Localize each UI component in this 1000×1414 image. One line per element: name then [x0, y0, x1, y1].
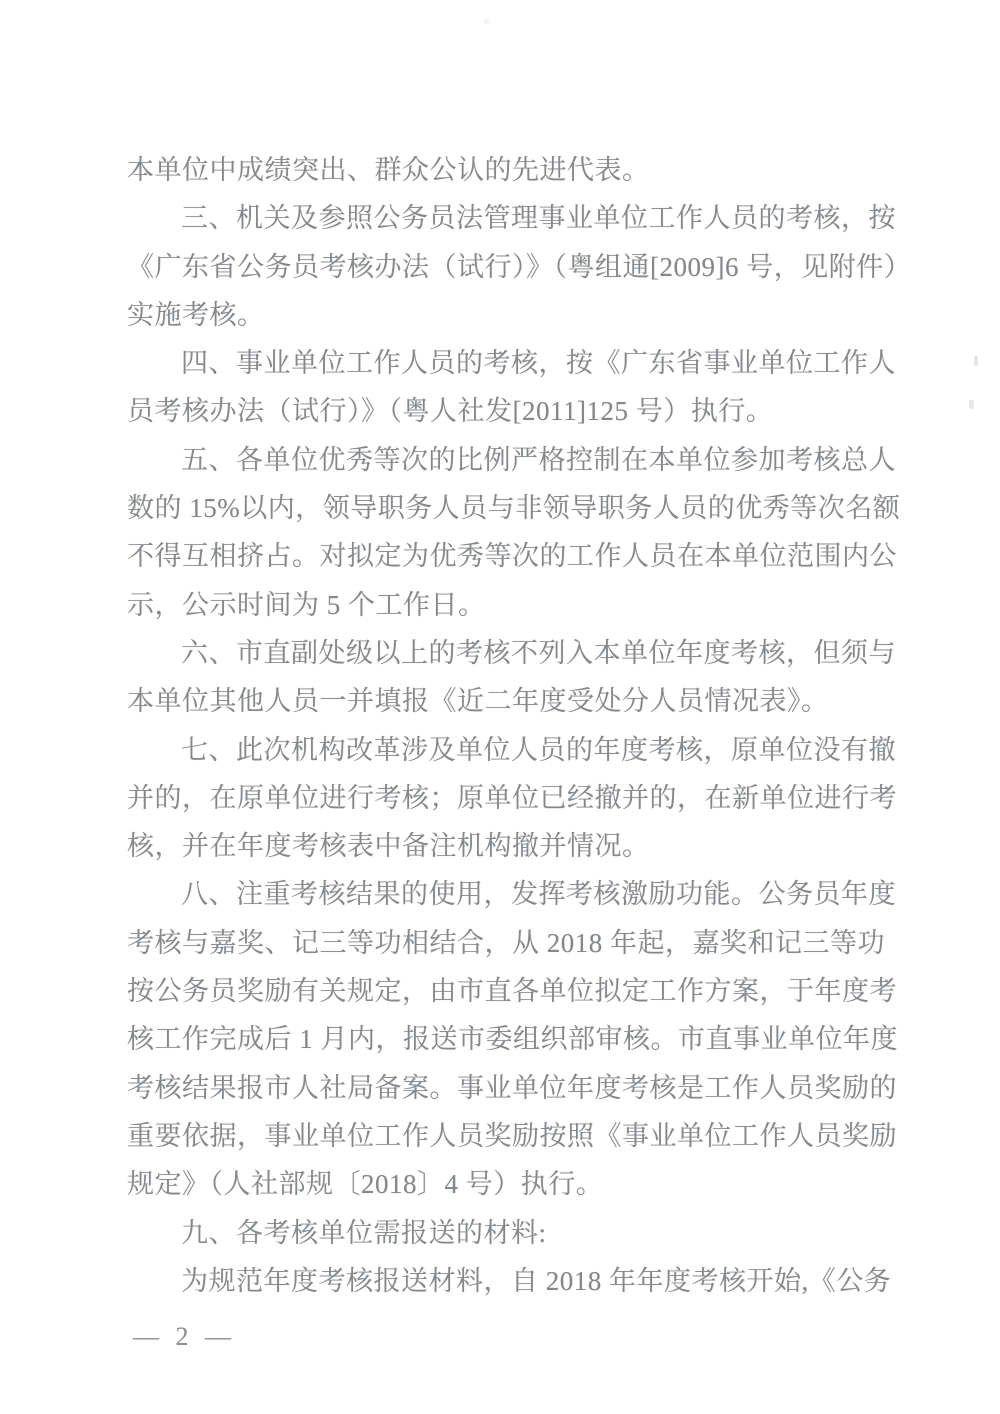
text-line: 六、市直副处级以上的考核不列入本单位年度考核，但须与	[181, 637, 896, 668]
text-line: 本单位中成绩突出、群众公认的先进代表。	[127, 155, 650, 185]
text-line: 考核结果报市人社局备案。事业单位年度考核是工作人员奖励的	[127, 1072, 897, 1103]
text-line: 实施考核。	[127, 299, 265, 330]
page-number: — 2 —	[133, 1322, 236, 1351]
text-line: 《广东省公务员考核办法（试行）》（粤组通[2009]6 号，见附件）	[127, 251, 912, 282]
text-line: 按公务员奖励有关规定，由市直各单位拟定工作方案，于年度考	[127, 976, 897, 1007]
text-line: 核，并在年度考核表中备注机构撤并情况。	[127, 831, 650, 862]
text-line: 并的，在原单位进行考核；原单位已经撤并的，在新单位进行考	[127, 782, 897, 813]
text-line: 重要依据，事业单位工作人员奖励按照《事业单位工作人员奖励	[127, 1120, 897, 1151]
text-line: 员考核办法（试行）》（粤人社发[2011]125 号）执行。	[127, 396, 774, 427]
text-line: 核工作完成后 1 月内，报送市委组织部审核。市直事业单位年度	[127, 1024, 898, 1055]
text-line: 考核与嘉奖、记三等功相结合，从 2018 年起，嘉奖和记三等功	[127, 927, 885, 958]
text-line: 示，公示时间为 5 个工作日。	[127, 589, 486, 620]
text-line: 八、注重考核结果的使用，发挥考核激励功能。公务员年度	[181, 879, 896, 910]
text-line: 九、各考核单位需报送的材料:	[181, 1217, 547, 1248]
text-line: 五、各单位优秀等次的比例严格控制在本单位参加考核总人	[181, 444, 896, 475]
document-body	[127, 146, 912, 1305]
scan-artifact	[484, 19, 489, 24]
scan-artifact	[974, 356, 978, 366]
text-line: 本单位其他人员一并填报《近二年度受处分人员情况表》。	[127, 686, 829, 717]
scan-artifact	[969, 400, 974, 409]
text-line: 规定》（人社部规〔2018〕4 号）执行。	[127, 1169, 604, 1200]
text-line: 三、机关及参照公务员法管理事业单位工作人员的考核，按	[181, 203, 896, 234]
text-line: 不得互相挤占。对拟定为优秀等次的工作人员在本单位范围内公	[127, 541, 897, 572]
text-line: 数的 15%以内，领导职务人员与非领导职务人员的优秀等次名额	[127, 493, 901, 524]
text-line: 为规范年度考核报送材料，自 2018 年年度考核开始,《公务	[181, 1265, 892, 1296]
text-line: 四、事业单位工作人员的考核，按《广东省事业单位工作人	[181, 348, 896, 379]
text-line: 七、此次机构改革涉及单位人员的年度考核，原单位没有撤	[181, 734, 896, 765]
